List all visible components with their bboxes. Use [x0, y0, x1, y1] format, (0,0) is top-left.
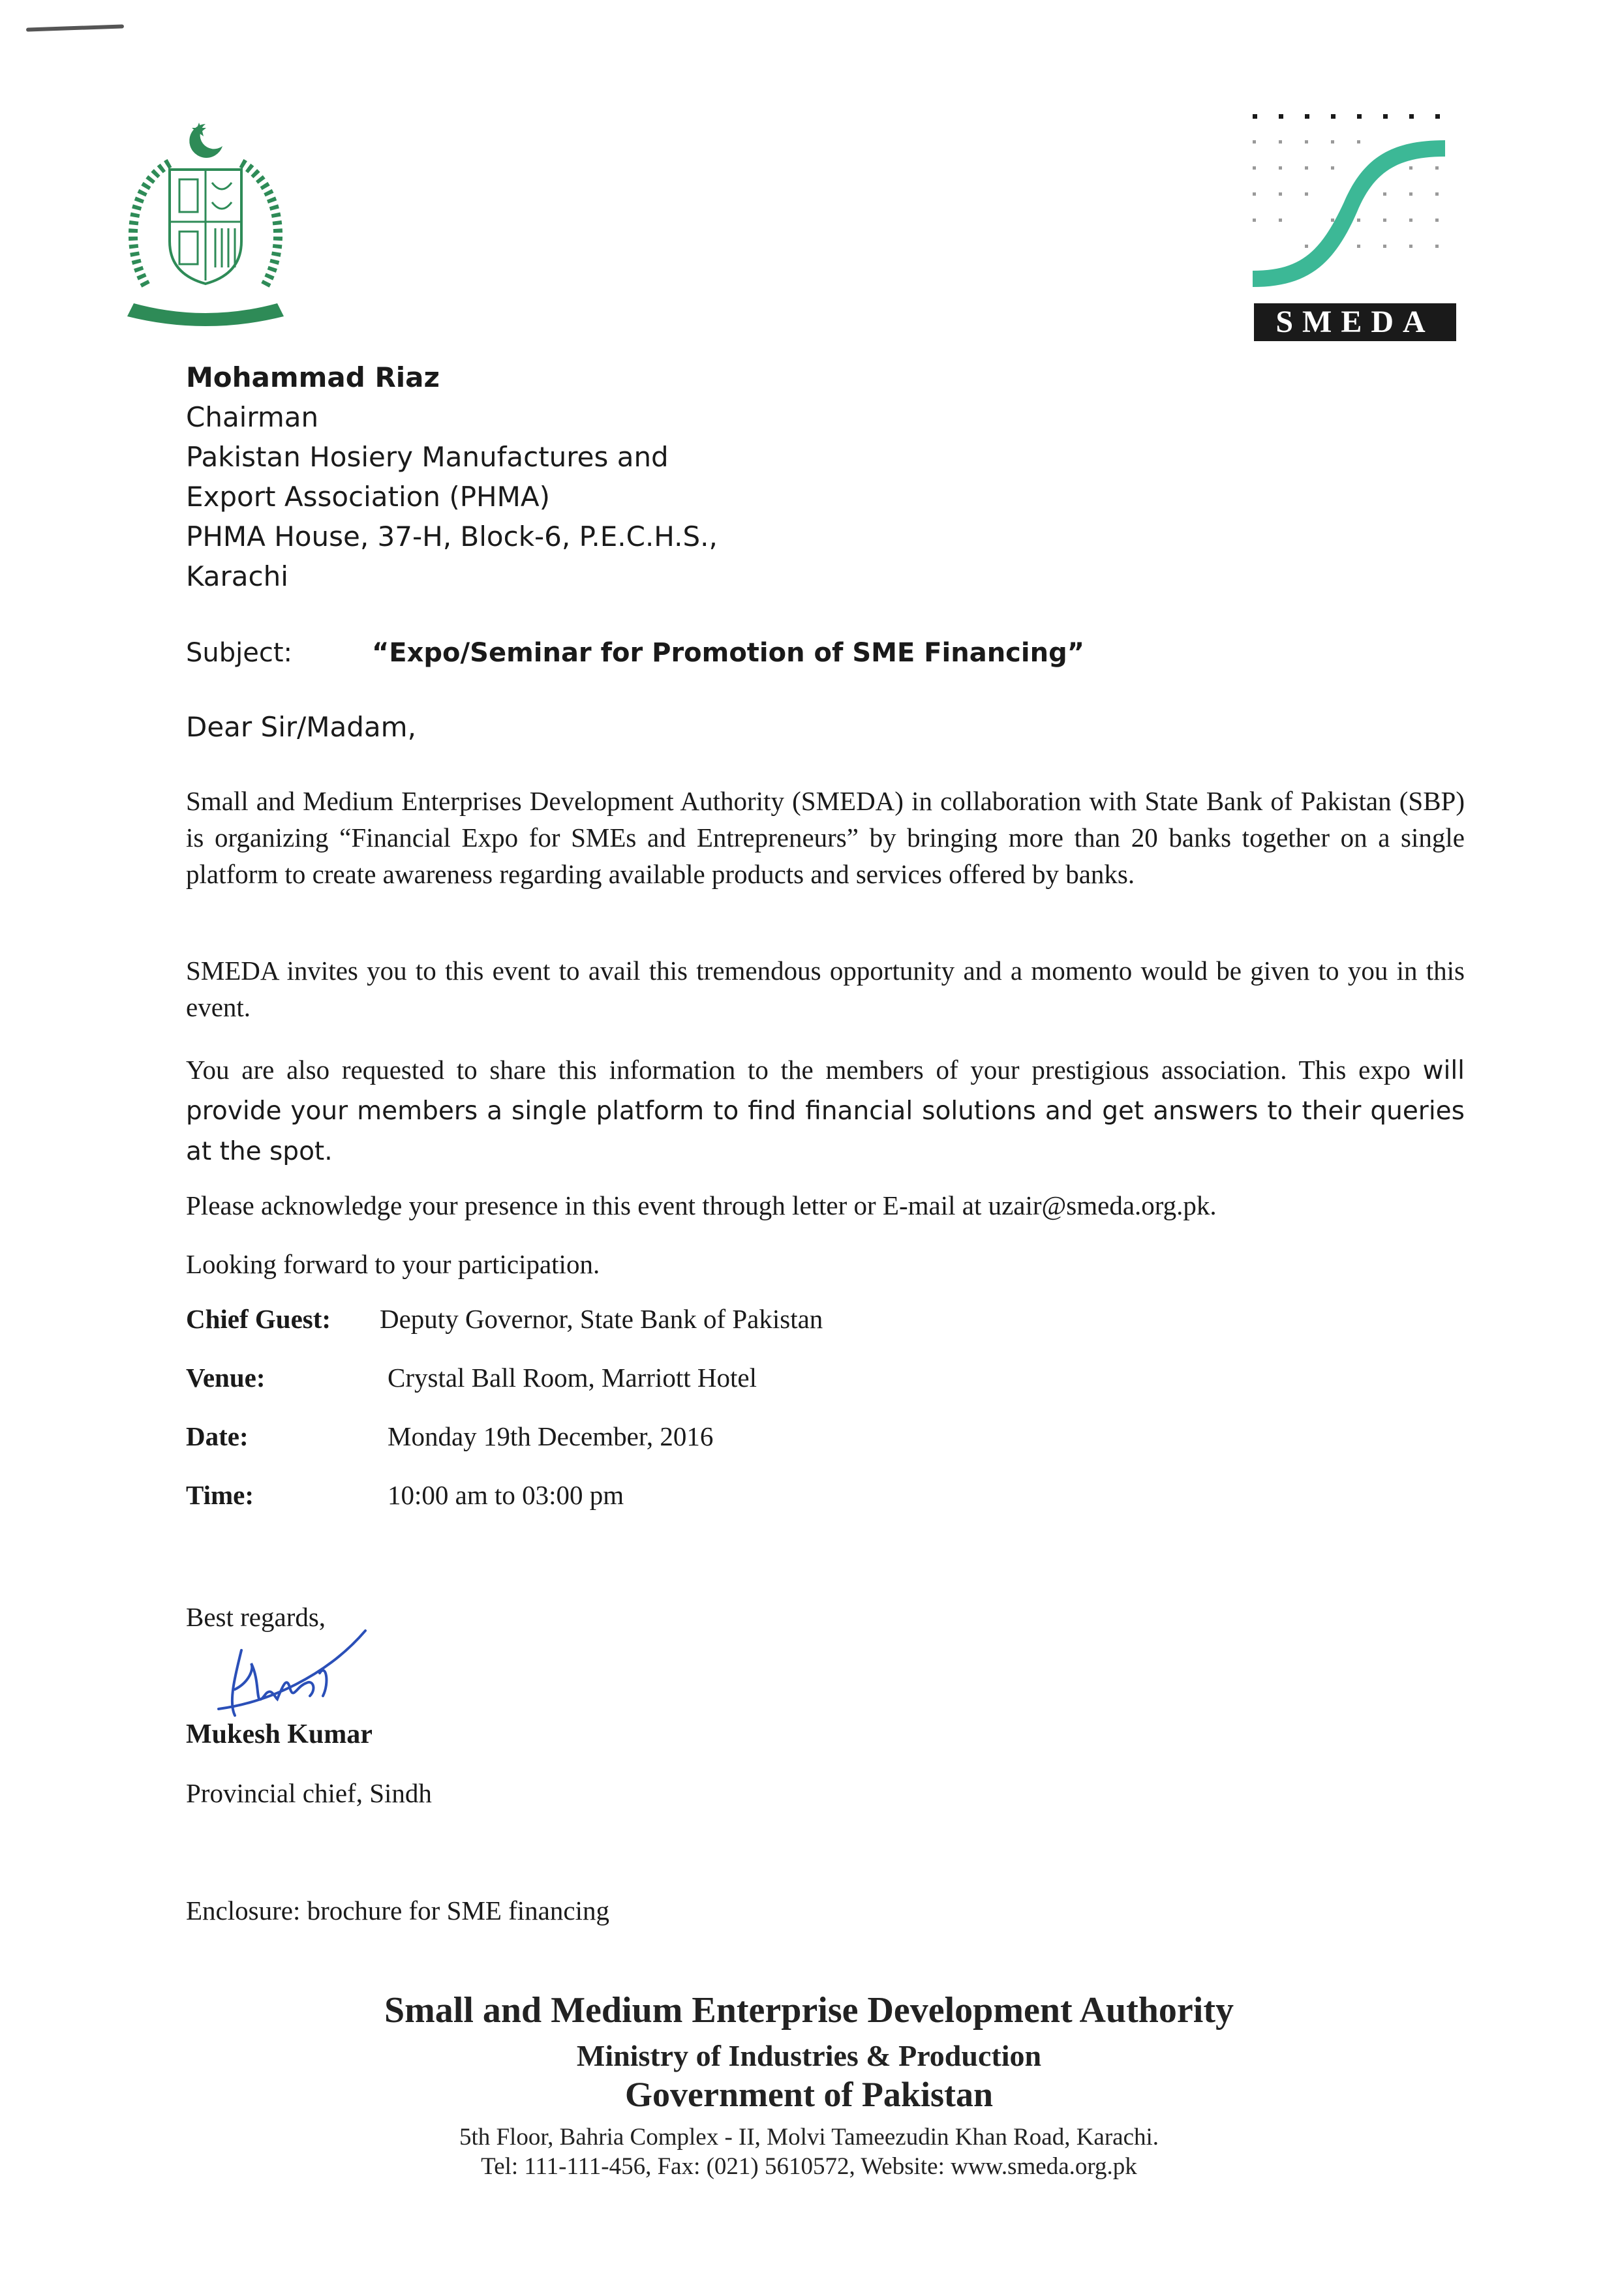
body-paragraph [186, 1050, 1465, 1171]
recipient-name: Mohammad Riaz [186, 361, 440, 393]
signer-title: Provincial chief, Sindh [186, 1778, 432, 1808]
chief-guest-value: Deputy Governor, State Bank of Pakistan [380, 1304, 823, 1334]
recipient-line: Chairman [186, 401, 319, 433]
pakistan-emblem-logo [108, 111, 303, 333]
footer-org-name: Small and Medium Enterprise Development Authority [384, 1990, 1234, 2031]
footer-address: 5th Floor, Bahria Complex - II, Molvi Tameezudin Khan Road, Karachi. [459, 2124, 1159, 2151]
body-paragraph-part: will provide your members a single platform to find financial solutions and get answers to their queries at the spot. [186, 1056, 1465, 1166]
body-paragraph: Looking forward to your participation. [186, 1249, 600, 1279]
salutation: Dear Sir/Madam, [186, 711, 416, 743]
enclosure-note: Enclosure: brochure for SME financing [186, 1896, 609, 1926]
time-value: 10:00 am to 03:00 pm [388, 1480, 624, 1510]
recipient-line: Karachi [186, 560, 288, 592]
recipient-line: PHMA House, 37-H, Block-6, P.E.C.H.S., [186, 521, 718, 552]
recipient-address [186, 357, 718, 596]
venue-value: Crystal Ball Room, Marriott Hotel [388, 1363, 757, 1393]
time-label: Time: [186, 1480, 254, 1510]
signer-name: Mukesh Kumar [186, 1719, 373, 1749]
body-paragraph-part: You are also requested to share this information to the members of your prestigious association. This expo [186, 1055, 1411, 1085]
body-paragraph: Small and Medium Enterprises Development Authority (SMEDA) in collaboration with State Bank of Pakistan (SBP) is organizing “Financial Expo for SMEs and Entrepreneurs” by bringing more than 20 banks together on a single platform to create awareness regarding available products and services offered by banks. [186, 786, 1465, 889]
smeda-logo-mark [1249, 111, 1458, 300]
venue-label: Venue: [186, 1363, 266, 1393]
chief-guest-label: Chief Guest: [186, 1304, 331, 1334]
recipient-line: Export Association (PHMA) [186, 481, 550, 513]
subject-label: Subject: [186, 638, 293, 668]
closing: Best regards, [186, 1602, 326, 1632]
footer-contact: Tel: 111-111-456, Fax: (021) 5610572, Website: www.smeda.org.pk [481, 2153, 1137, 2180]
smeda-logo-text: SMEDA [1254, 303, 1456, 341]
recipient-line: Pakistan Hosiery Manufactures and [186, 441, 669, 473]
scan-artifact [26, 24, 124, 31]
body-paragraph: Please acknowledge your presence in this event through letter or E-mail at uzair@smeda.org.pk. [186, 1190, 1217, 1220]
body-paragraph: SMEDA invites you to this event to avail this tremendous opportunity and a momento would be given to you in this event. [186, 956, 1465, 1022]
footer-government: Government of Pakistan [625, 2075, 993, 2114]
date-value: Monday 19th December, 2016 [388, 1421, 714, 1451]
footer-ministry: Ministry of Industries & Production [576, 2039, 1042, 2072]
subject-text: “Expo/Seminar for Promotion of SME Financing” [372, 638, 1084, 668]
date-label: Date: [186, 1421, 249, 1451]
